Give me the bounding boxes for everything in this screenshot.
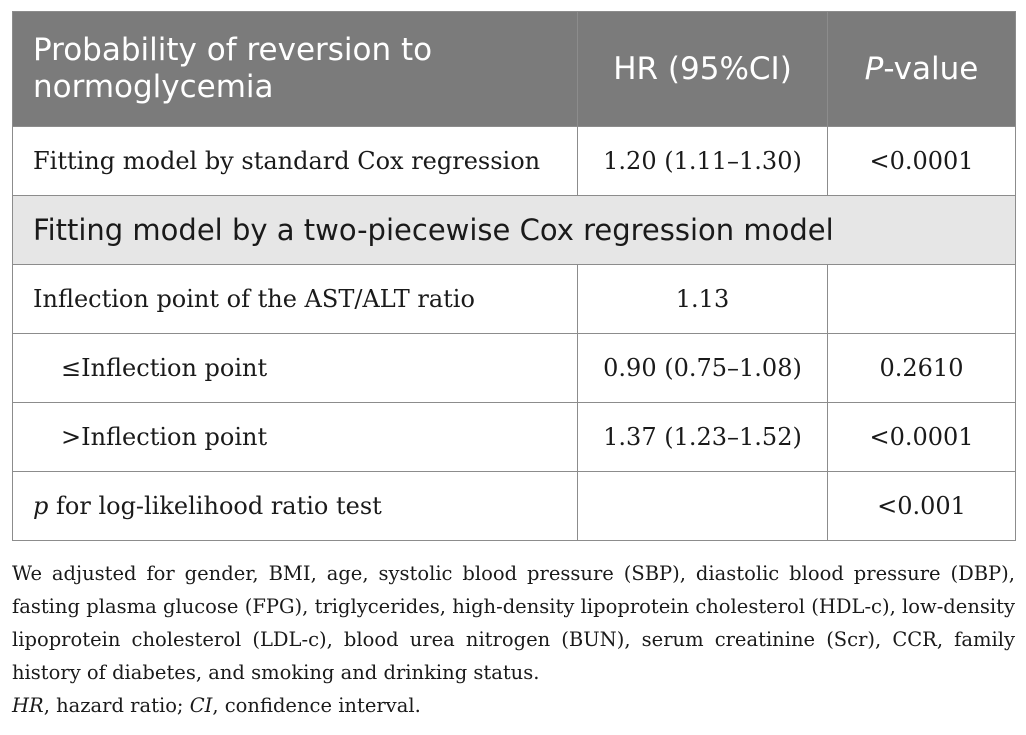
row-hr: 0.90 (0.75–1.08) bbox=[578, 334, 828, 403]
abbr-hr-def: , hazard ratio; bbox=[43, 694, 190, 717]
table-row bbox=[13, 127, 1016, 196]
row-label: Fitting model by standard Cox regression bbox=[13, 127, 578, 196]
row-p: <0.0001 bbox=[828, 403, 1016, 472]
table-row bbox=[13, 403, 1016, 472]
row-hr: 1.37 (1.23–1.52) bbox=[578, 403, 828, 472]
header-p-rest: -value bbox=[883, 51, 979, 87]
footnote-abbreviations bbox=[12, 689, 1015, 722]
row-label: Inflection point of the AST/ALT ratio bbox=[13, 265, 578, 334]
results-table bbox=[12, 11, 1016, 541]
footnote-adjustment: We adjusted for gender, BMI, age, systolic blood pressure (SBP), diastolic blood pressure (DBP), fasting plasma glucose (FPG), triglycerides, high-density lipoprotein cholesterol (HDL-c), low-density lipoprotein cholesterol (LDL-c), blood urea nitrogen (BUN), serum creatinine (Scr), CCR, family history of diabetes, and smoking and drinking status. bbox=[12, 562, 1015, 684]
header-probability: Probability of reversion to normoglycemia bbox=[13, 12, 578, 127]
abbr-hr: HR bbox=[12, 694, 44, 717]
row-hr bbox=[578, 472, 828, 541]
table-footnote bbox=[12, 557, 1015, 722]
row-label: >Inflection point bbox=[13, 403, 578, 472]
table-row bbox=[13, 472, 1016, 541]
header-p-italic: P bbox=[864, 51, 884, 87]
row-p: <0.001 bbox=[828, 472, 1016, 541]
row-label-italic-p: p bbox=[33, 492, 49, 520]
row-label bbox=[13, 472, 578, 541]
row-p: <0.0001 bbox=[828, 127, 1016, 196]
row-label-rest: for log-likelihood ratio test bbox=[48, 492, 382, 520]
header-p-value bbox=[828, 12, 1016, 127]
row-p bbox=[828, 265, 1016, 334]
table-row bbox=[13, 265, 1016, 334]
section-row bbox=[13, 196, 1016, 265]
abbr-ci: CI bbox=[189, 694, 213, 717]
header-hr: HR (95%CI) bbox=[578, 12, 828, 127]
results-table-container bbox=[12, 11, 1015, 541]
table-header-row bbox=[13, 12, 1016, 127]
row-label: ≤Inflection point bbox=[13, 334, 578, 403]
abbr-ci-def: , confidence interval. bbox=[212, 694, 421, 717]
table-row bbox=[13, 334, 1016, 403]
row-p: 0.2610 bbox=[828, 334, 1016, 403]
row-hr: 1.20 (1.11–1.30) bbox=[578, 127, 828, 196]
row-hr: 1.13 bbox=[578, 265, 828, 334]
section-title: Fitting model by a two-piecewise Cox regression model bbox=[13, 196, 1016, 265]
